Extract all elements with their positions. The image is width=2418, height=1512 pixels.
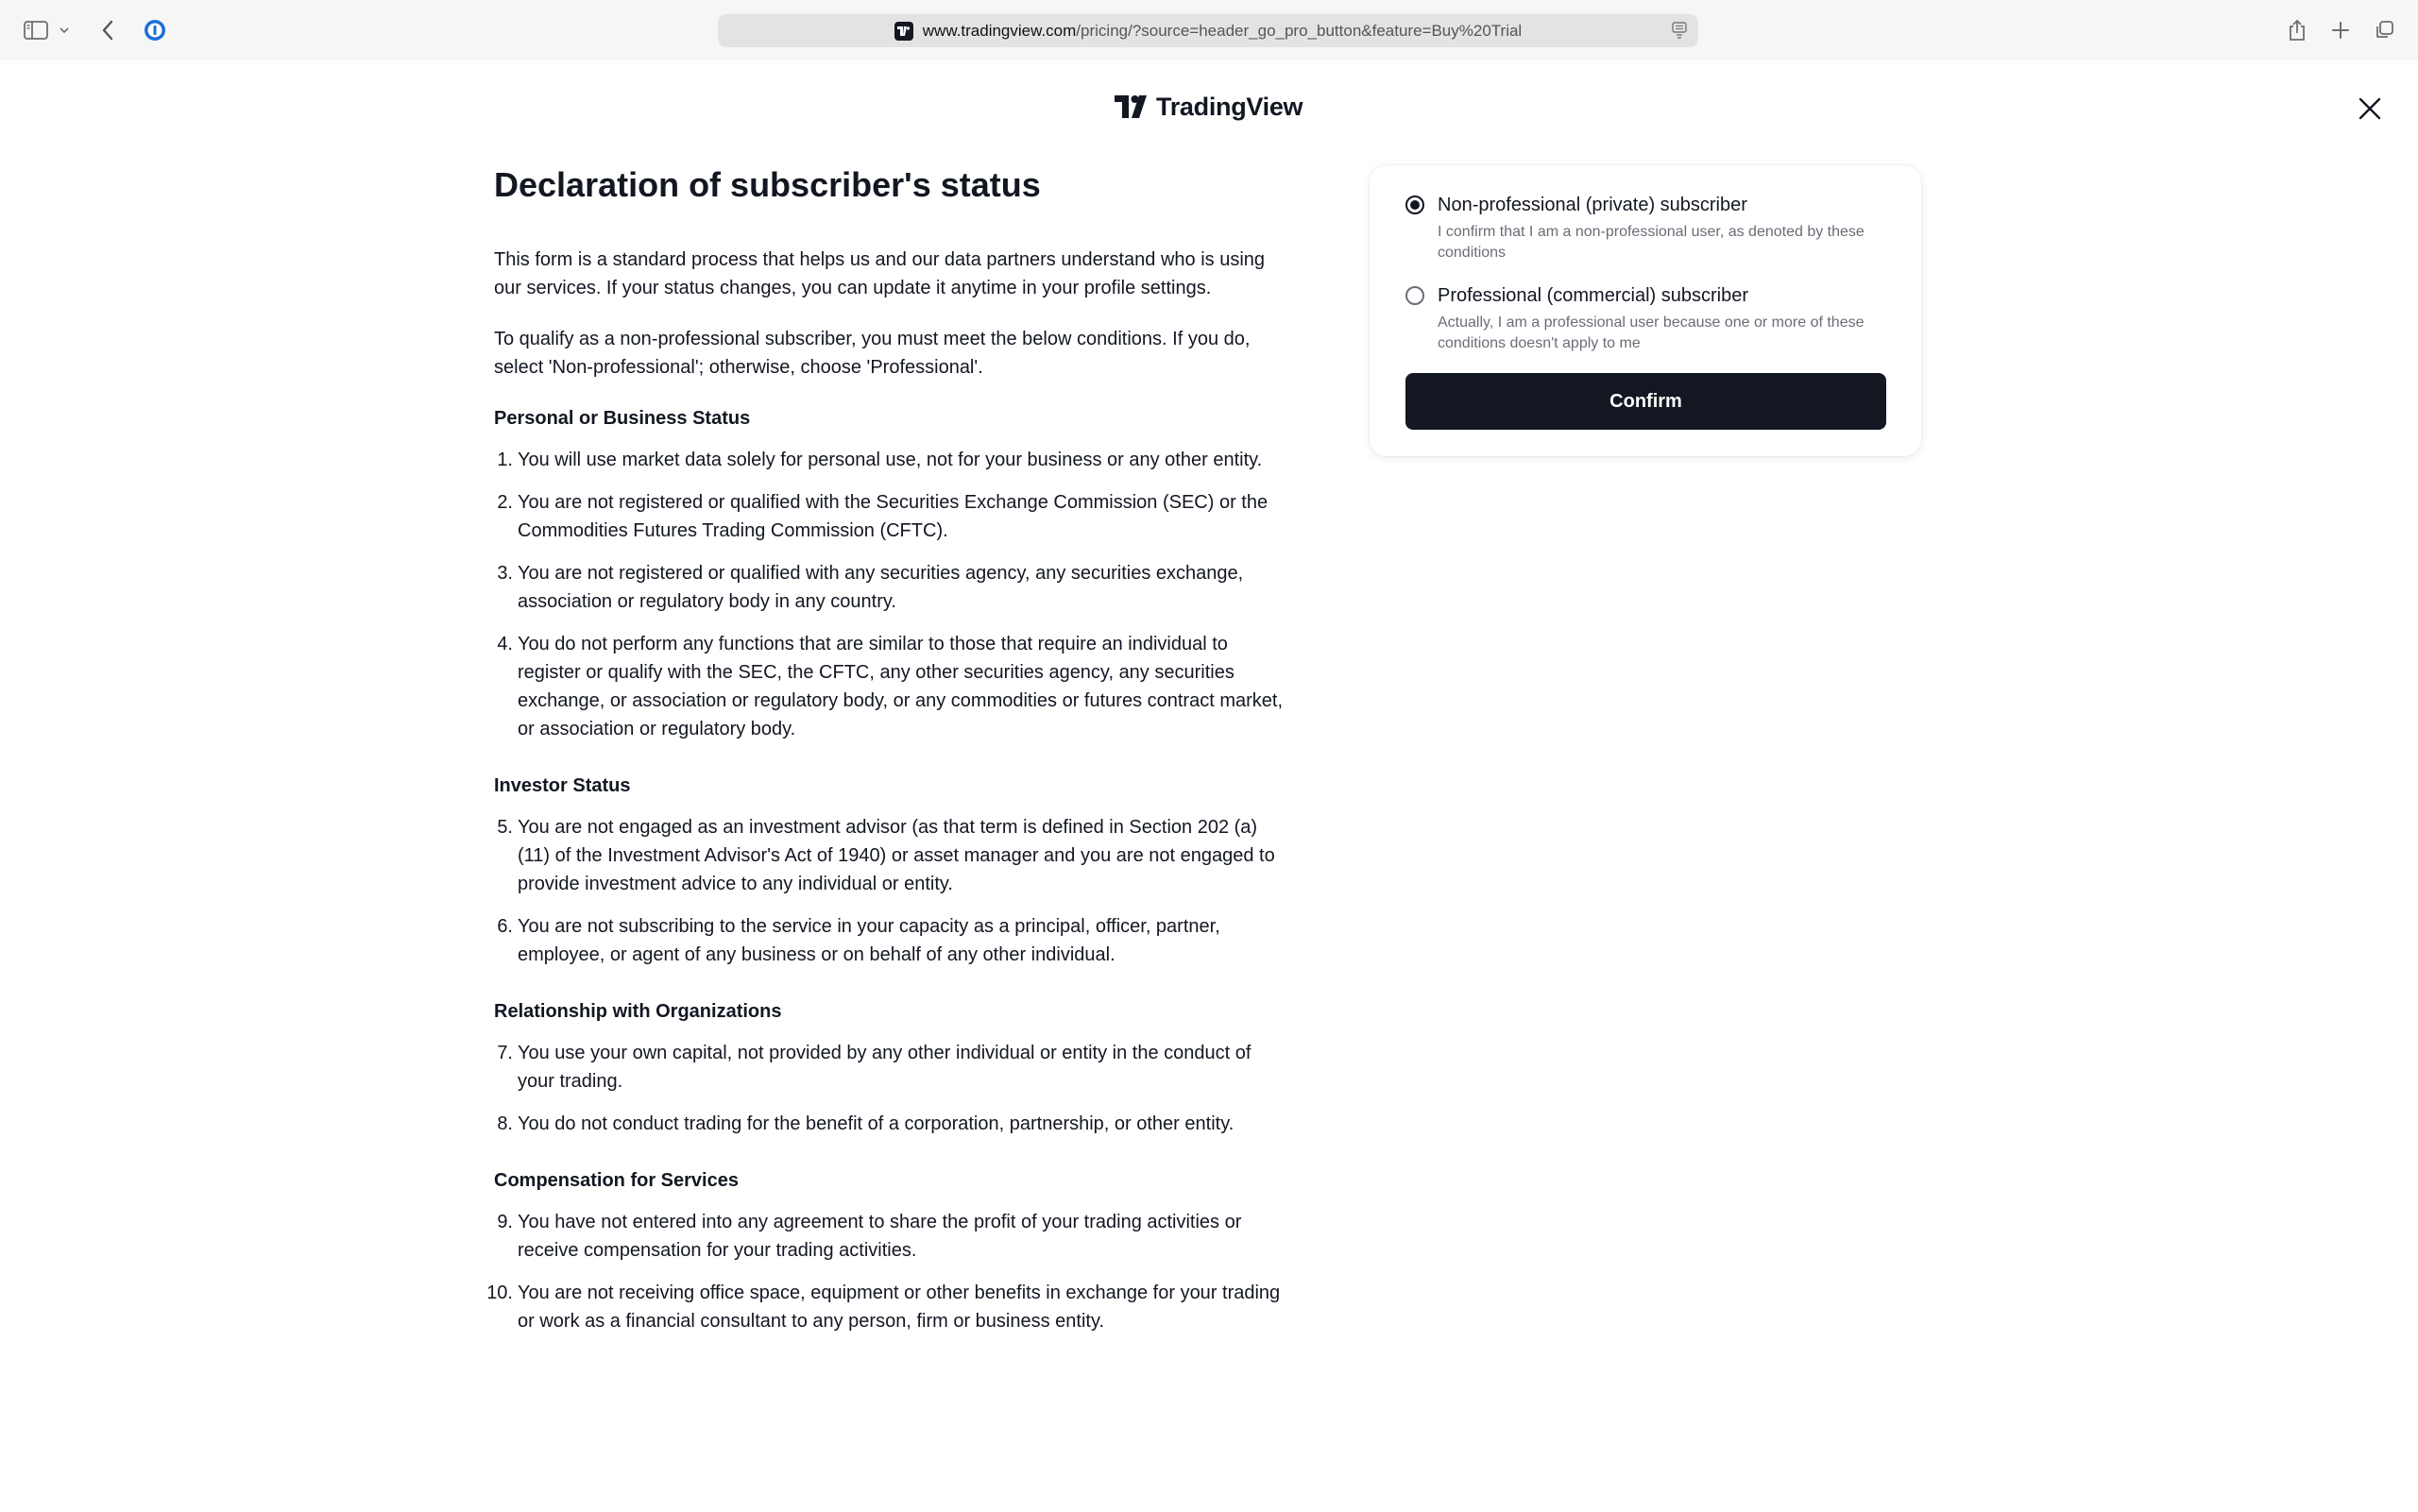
tradingview-favicon-icon (894, 22, 913, 41)
list-item-number: 2. (497, 492, 513, 513)
list-item-text: You are not subscribing to the service in your capacity as a principal, officer, partner, employee, or agent of any business or on behalf of any other individual. (518, 916, 1220, 965)
tab-overview-icon[interactable] (2369, 15, 2399, 45)
professional-option[interactable] (1405, 283, 1897, 359)
list-item (494, 912, 1287, 969)
list-item (494, 1208, 1287, 1265)
reader-mode-icon[interactable] (1672, 22, 1687, 43)
list-item-text: You are not engaged as an investment advisor (as that term is defined in Section 202 (a)(11) of the Investment Advisor's Act of 1940) or asset manager and you are not engaged to provide investment advice to any individual or entity. (518, 817, 1275, 894)
password-manager-icon[interactable] (140, 15, 170, 45)
sidebar-toggle-icon[interactable] (21, 15, 51, 45)
list-item-number: 4. (497, 634, 513, 654)
list-item-number: 1. (497, 450, 513, 470)
logo-text: TradingView (1156, 92, 1303, 121)
tradingview-logo-mark-icon (1115, 95, 1150, 118)
tradingview-logo[interactable] (1115, 91, 1303, 123)
list-item-text: You have not entered into any agreement to share the profit of your trading activities or receive compensation for your trading activities. (518, 1212, 1242, 1261)
section-heading: Personal or Business Status (494, 408, 751, 429)
section-heading: Compensation for Services (494, 1170, 739, 1191)
list-item-number: 3. (497, 563, 513, 584)
browser-toolbar (0, 0, 2418, 60)
condition-list (486, 1208, 1287, 1350)
chevron-down-icon[interactable] (55, 15, 74, 45)
non-professional-option[interactable] (1405, 193, 1897, 268)
option-title: Non-professional (private) subscriber (1438, 195, 1747, 215)
new-tab-plus-icon[interactable] (2325, 15, 2356, 45)
list-item (494, 630, 1287, 743)
list-item (486, 1279, 1287, 1335)
share-icon[interactable] (2282, 15, 2312, 45)
section-heading: Investor Status (494, 775, 631, 796)
list-item-text: You will use market data solely for personal use, not for your business or any other entity. (518, 450, 1263, 470)
url-path: /pricing/?source=header_go_pro_button&feature=Buy%20Trial (1076, 21, 1523, 40)
condition-list (494, 1039, 1287, 1152)
non-professional-radio[interactable] (1405, 195, 1424, 214)
list-item-text: You are not registered or qualified with any securities agency, any securities exchange, association or regulatory body in any country. (518, 563, 1244, 612)
condition-list (494, 813, 1287, 983)
subscriber-status-card (1370, 165, 1921, 456)
list-item-number: 8. (497, 1113, 513, 1134)
option-description: Actually, I am a professional user because one or more of these conditions doesn't apply to me (1438, 314, 1865, 351)
list-item-number: 7. (497, 1043, 513, 1063)
intro-paragraph-2: To qualify as a non-professional subscriber, you must meet the below conditions. If you do, select 'Non-professional'; otherwise, choose 'Professional'. (494, 329, 1251, 378)
section-heading: Relationship with Organizations (494, 1001, 782, 1022)
intro-paragraph-1: This form is a standard process that helps us and our data partners understand who is using our services. If your status changes, you can update it anytime in your profile settings. (494, 249, 1266, 298)
list-item-text: You do not conduct trading for the benefit of a corporation, partnership, or other entity. (518, 1113, 1235, 1134)
condition-list (494, 446, 1287, 757)
list-item (494, 1110, 1287, 1138)
list-item-number: 6. (497, 916, 513, 937)
option-title: Professional (commercial) subscriber (1438, 285, 1748, 306)
list-item (494, 559, 1287, 616)
close-icon[interactable] (2356, 94, 2384, 123)
back-arrow-icon[interactable] (93, 15, 123, 45)
url-host: www.tradingview.com (922, 21, 1077, 40)
list-item-text: You do not perform any functions that are similar to those that require an individual to register or qualify with the SEC, the CFTC, any other securities agency, any securities exchange, or association or regulatory body, or any commodities or futures contract market, or association or regulatory body. (518, 634, 1284, 739)
list-item-number: 5. (497, 817, 513, 838)
list-item-text: You use your own capital, not provided by any other individual or entity in the conduct of your trading. (518, 1043, 1252, 1092)
option-description: I confirm that I am a non-professional user, as denoted by these conditions (1438, 224, 1865, 261)
list-item-number: 10. (486, 1283, 513, 1303)
page-title: Declaration of subscriber's status (494, 165, 1041, 204)
confirm-button[interactable]: Confirm (1405, 373, 1886, 430)
declaration-content (486, 162, 1287, 1332)
professional-radio[interactable] (1405, 286, 1424, 305)
list-item-text: You are not receiving office space, equipment or other benefits in exchange for your trading or work as a financial consultant to any person, firm or business entity. (518, 1283, 1281, 1332)
list-item (494, 813, 1287, 898)
list-item-number: 9. (497, 1212, 513, 1232)
list-item-text: You are not registered or qualified with the Securities Exchange Commission (SEC) or the Commodities Futures Trading Commission (CFTC). (518, 492, 1269, 541)
address-bar[interactable] (718, 14, 1698, 47)
list-item (494, 488, 1287, 545)
list-item (494, 1039, 1287, 1096)
list-item (494, 446, 1287, 474)
